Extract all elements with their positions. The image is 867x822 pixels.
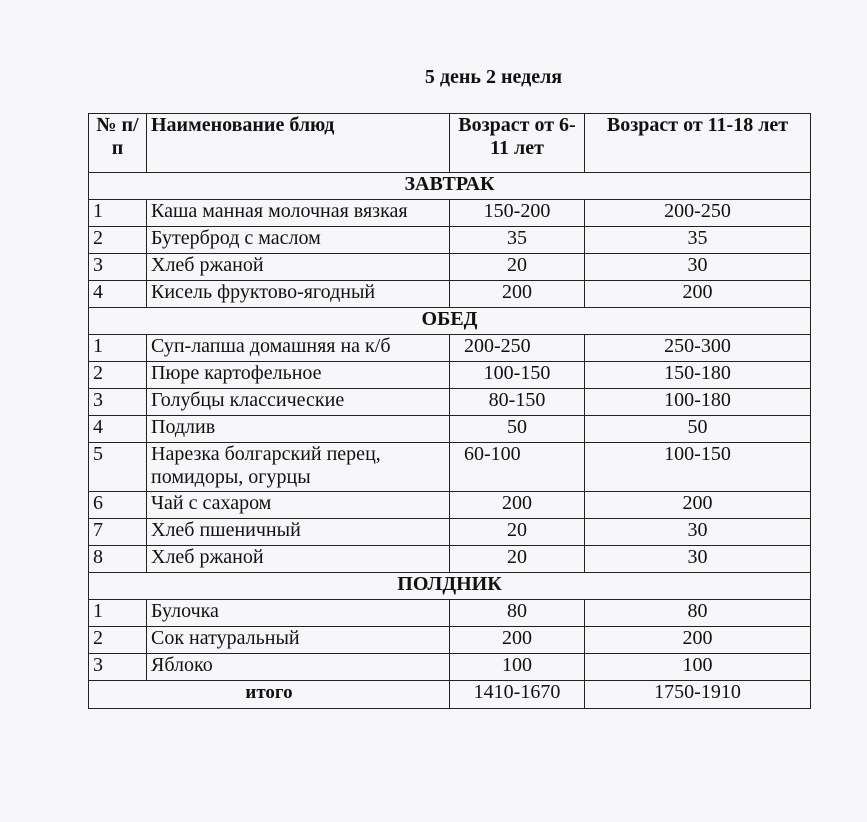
header-age-11-18: Возраст от 11-18 лет bbox=[585, 114, 811, 173]
item-number: 2 bbox=[89, 362, 147, 389]
dish-name: Сок натуральный bbox=[147, 627, 450, 654]
section-title: ПОЛДНИК bbox=[89, 573, 811, 600]
portion-age-6-11: 150-200 bbox=[450, 200, 585, 227]
dish-name: Хлеб ржаной bbox=[147, 546, 450, 573]
portion-age-6-11: 200 bbox=[450, 492, 585, 519]
portion-age-6-11: 50 bbox=[450, 416, 585, 443]
section-title: ЗАВТРАК bbox=[89, 173, 811, 200]
portion-age-11-18: 100-150 bbox=[585, 443, 811, 492]
item-number: 1 bbox=[89, 335, 147, 362]
table-row bbox=[89, 627, 811, 654]
item-number: 3 bbox=[89, 254, 147, 281]
item-number: 4 bbox=[89, 416, 147, 443]
item-number: 1 bbox=[89, 200, 147, 227]
portion-age-6-11: 200 bbox=[450, 627, 585, 654]
portion-age-11-18: 100 bbox=[585, 654, 811, 681]
item-number: 3 bbox=[89, 389, 147, 416]
portion-age-11-18: 30 bbox=[585, 254, 811, 281]
table-row bbox=[89, 519, 811, 546]
page-title: 5 день 2 неделя bbox=[424, 66, 563, 88]
portion-age-6-11: 80-150 bbox=[450, 389, 585, 416]
table-row bbox=[89, 254, 811, 281]
portion-age-11-18: 35 bbox=[585, 227, 811, 254]
table-row bbox=[89, 362, 811, 389]
item-number: 1 bbox=[89, 600, 147, 627]
dish-name: Чай с сахаром bbox=[147, 492, 450, 519]
table-row bbox=[89, 654, 811, 681]
table-row bbox=[89, 335, 811, 362]
item-number: 3 bbox=[89, 654, 147, 681]
portion-age-11-18: 200-250 bbox=[585, 200, 811, 227]
portion-age-11-18: 100-180 bbox=[585, 389, 811, 416]
table-row bbox=[89, 416, 811, 443]
portion-age-11-18: 30 bbox=[585, 546, 811, 573]
menu-body bbox=[89, 173, 811, 681]
item-number: 6 bbox=[89, 492, 147, 519]
dish-name: Каша манная молочная вязкая bbox=[147, 200, 450, 227]
portion-age-11-18: 200 bbox=[585, 492, 811, 519]
total-label: итого bbox=[89, 681, 450, 709]
portion-age-11-18: 200 bbox=[585, 627, 811, 654]
portion-age-11-18: 250-300 bbox=[585, 335, 811, 362]
dish-name: Булочка bbox=[147, 600, 450, 627]
total-age-6-11: 1410-1670 bbox=[450, 681, 585, 709]
table-row bbox=[89, 200, 811, 227]
section-row bbox=[89, 173, 811, 200]
portion-age-6-11: 60-100 bbox=[450, 443, 585, 492]
portion-age-11-18: 200 bbox=[585, 281, 811, 308]
header-dish-name: Наименование блюд bbox=[147, 114, 450, 173]
total-row bbox=[89, 681, 811, 709]
item-number: 5 bbox=[89, 443, 147, 492]
table-row bbox=[89, 600, 811, 627]
dish-name: Подлив bbox=[147, 416, 450, 443]
portion-age-6-11: 200-250 bbox=[450, 335, 585, 362]
portion-age-6-11: 35 bbox=[450, 227, 585, 254]
portion-age-11-18: 50 bbox=[585, 416, 811, 443]
portion-age-6-11: 80 bbox=[450, 600, 585, 627]
item-number: 4 bbox=[89, 281, 147, 308]
header-number: № п/п bbox=[89, 114, 147, 173]
portion-age-6-11: 100-150 bbox=[450, 362, 585, 389]
table-row bbox=[89, 546, 811, 573]
dish-name: Голубцы классические bbox=[147, 389, 450, 416]
table-row bbox=[89, 389, 811, 416]
header-age-6-11: Возраст от 6-11 лет bbox=[450, 114, 585, 173]
portion-age-6-11: 20 bbox=[450, 546, 585, 573]
menu-table bbox=[88, 113, 811, 709]
section-row bbox=[89, 573, 811, 600]
item-number: 7 bbox=[89, 519, 147, 546]
section-row bbox=[89, 308, 811, 335]
dish-name: Бутерброд с маслом bbox=[147, 227, 450, 254]
table-row bbox=[89, 281, 811, 308]
portion-age-11-18: 150-180 bbox=[585, 362, 811, 389]
section-title: ОБЕД bbox=[89, 308, 811, 335]
total-age-11-18: 1750-1910 bbox=[585, 681, 811, 709]
dish-name: Пюре картофельное bbox=[147, 362, 450, 389]
portion-age-6-11: 200 bbox=[450, 281, 585, 308]
portion-age-11-18: 80 bbox=[585, 600, 811, 627]
item-number: 2 bbox=[89, 627, 147, 654]
item-number: 2 bbox=[89, 227, 147, 254]
portion-age-6-11: 20 bbox=[450, 254, 585, 281]
portion-age-11-18: 30 bbox=[585, 519, 811, 546]
dish-name: Хлеб пшеничный bbox=[147, 519, 450, 546]
table-row bbox=[89, 492, 811, 519]
dish-name: Нарезка болгарский перец, помидоры, огурцы bbox=[147, 443, 450, 492]
portion-age-6-11: 100 bbox=[450, 654, 585, 681]
dish-name: Яблоко bbox=[147, 654, 450, 681]
portion-age-6-11: 20 bbox=[450, 519, 585, 546]
table-row bbox=[89, 443, 811, 492]
item-number: 8 bbox=[89, 546, 147, 573]
dish-name: Суп-лапша домашняя на к/б bbox=[147, 335, 450, 362]
dish-name: Кисель фруктово-ягодный bbox=[147, 281, 450, 308]
table-header-row bbox=[89, 114, 811, 173]
table-row bbox=[89, 227, 811, 254]
dish-name: Хлеб ржаной bbox=[147, 254, 450, 281]
